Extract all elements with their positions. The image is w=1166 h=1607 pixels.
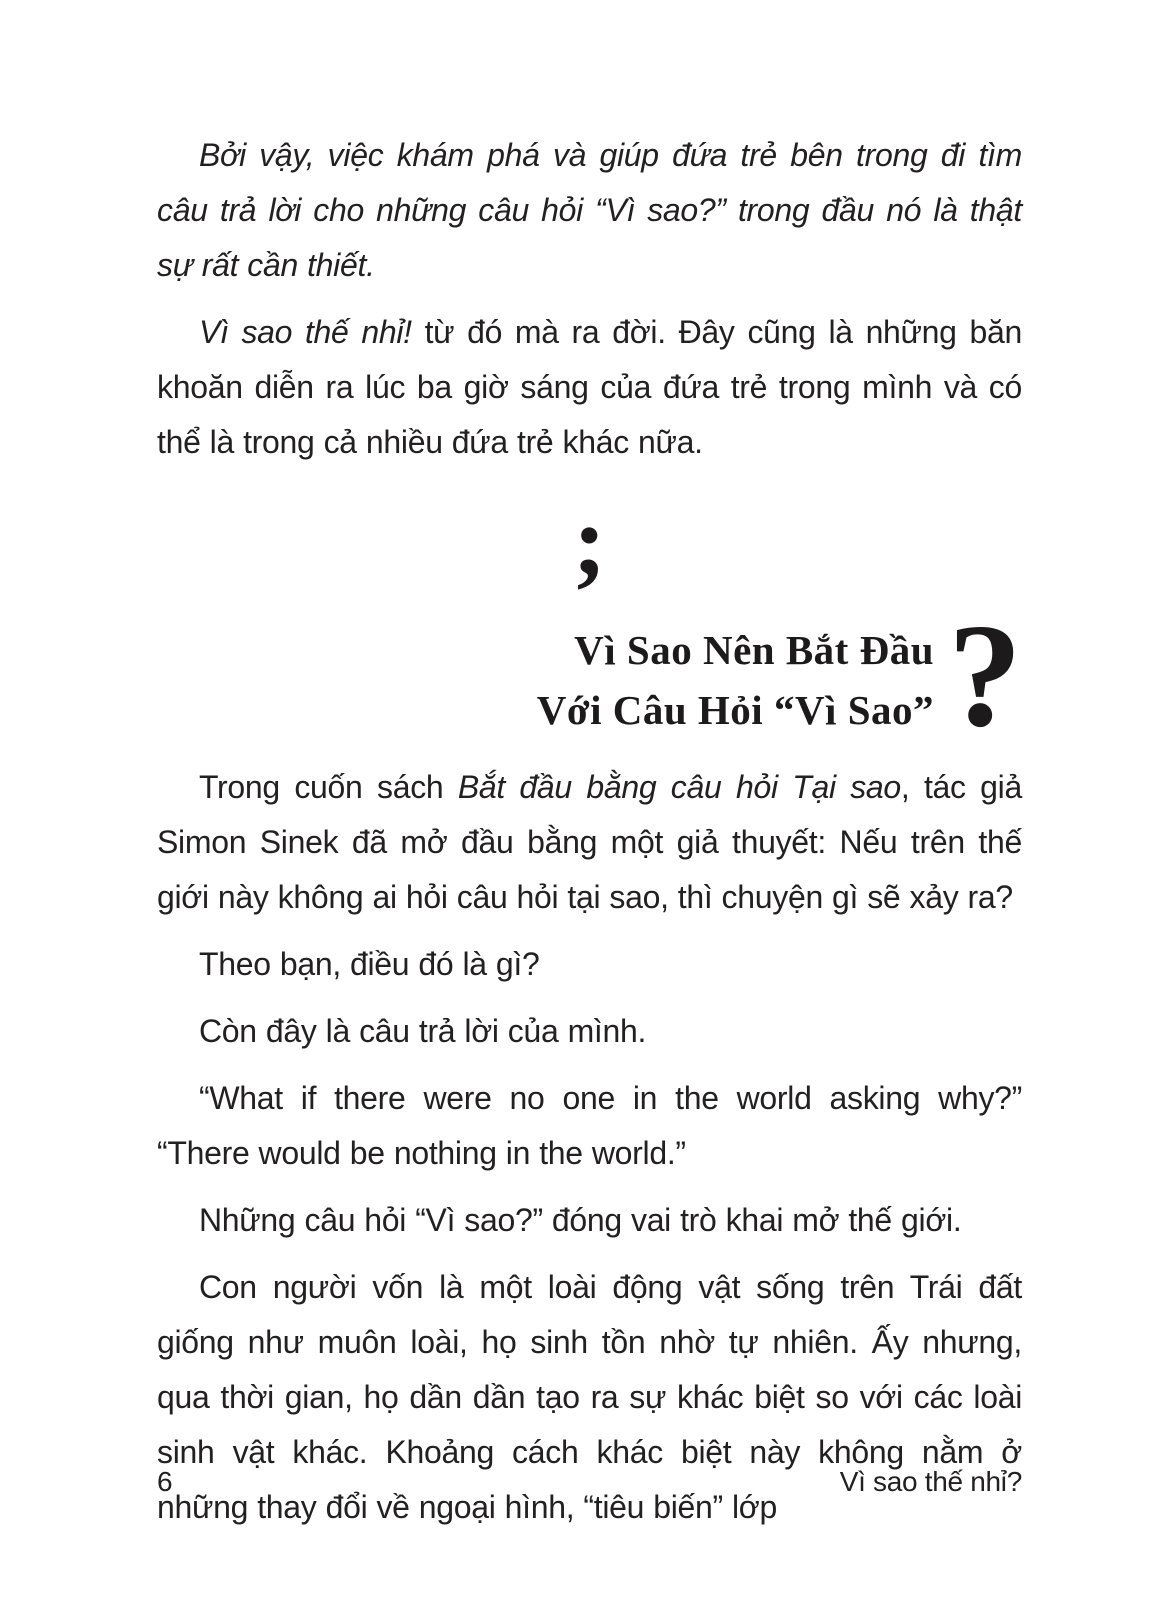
- paragraph: [157, 305, 1022, 470]
- italic-text: Bắt đầu bằng câu hỏi Tại sao: [457, 769, 901, 805]
- question-mark-ornament: ?: [948, 594, 1022, 758]
- chapter-title-line2: Với Câu Hỏi “Vì Sao”: [536, 687, 934, 733]
- page-footer: [157, 1466, 1022, 1498]
- italic-text: Bởi vậy, việc khám phá và giúp đứa trẻ bên trong đi tìm câu trả lời cho những câu hỏi “Vì sao?” trong đầu nó là thật sự rất cần thiết.: [157, 137, 1022, 283]
- page-number: 6: [157, 1466, 173, 1497]
- body-text: , tác giả Simon Sinek đã mở đầu bằng một giả thuyết: Nếu trên thế giới này không ai hỏi câu hỏi tại sao, thì chuyện gì sẽ xảy ra?: [157, 769, 1022, 915]
- intro-section: [157, 128, 1022, 470]
- paragraph: [157, 1004, 1022, 1059]
- chapter-heading: [157, 594, 1022, 758]
- paragraph: [157, 760, 1022, 925]
- chapter-title-line1: Vì Sao Nên Bắt Đầu: [574, 627, 934, 673]
- body-section: [157, 760, 1022, 1535]
- body-text: Con người vốn là một loài động vật sống trên Trái đất giống như muôn loài, họ sinh tồn nhờ tự nhiên. Ấy nhưng, qua thời gian, họ dần dần tạo ra sự khác biệt so với các loài sinh vật khác. Khoảng cách khác biệt này không nằm ở những thay đổi về ngoại hình, “tiêu biến” lớp: [157, 1269, 1022, 1525]
- body-text: Theo bạn, điều đó là gì?: [199, 946, 540, 982]
- section-divider-semicolon: ;: [572, 485, 607, 596]
- paragraph: [157, 1193, 1022, 1248]
- body-text: Còn đây là câu trả lời của mình.: [199, 1013, 647, 1049]
- body-text: “What if there were no one in the world asking why?” “There would be nothing in the world.”: [157, 1080, 1022, 1171]
- body-text: Trong cuốn sách: [199, 769, 458, 805]
- chapter-title: [537, 620, 934, 740]
- body-text: Những câu hỏi “Vì sao?” đóng vai trò khai mở thế giới.: [199, 1202, 962, 1238]
- body-text: từ đó mà ra đời. Đây cũng là những băn khoăn diễn ra lúc ba giờ sáng của đứa trẻ trong mình và có thể là trong cả nhiều đứa trẻ khác nữa.: [157, 314, 1022, 460]
- italic-text: Vì sao thế nhỉ!: [199, 314, 412, 350]
- running-title: Vì sao thế nhỉ?: [839, 1466, 1022, 1497]
- paragraph: [157, 937, 1022, 992]
- paragraph: [157, 1071, 1022, 1181]
- paragraph: [157, 128, 1022, 293]
